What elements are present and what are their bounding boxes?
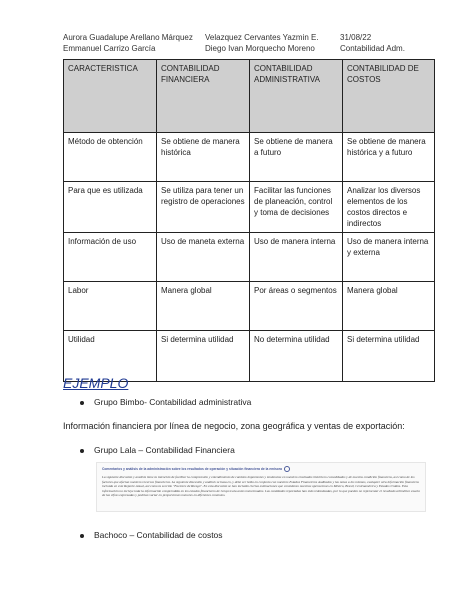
- table-cell: Labor: [64, 282, 157, 331]
- bullet-text: Bachoco – Contabilidad de costos: [94, 530, 223, 540]
- excerpt-title-row: [102, 466, 420, 472]
- table-cell: Facilitar las funciones de planeación, control y toma de decisiones: [250, 182, 343, 233]
- table-row: [64, 233, 435, 282]
- table-cell: Manera global: [157, 282, 250, 331]
- ejemplo-heading: EJEMPLO: [63, 375, 129, 391]
- bullet-item: [80, 530, 223, 541]
- table-row: [64, 182, 435, 233]
- bullet-item: [80, 397, 251, 408]
- example-paragraph: Información financiera por línea de negocio, zona geográfica y ventas de exportación:: [63, 421, 405, 431]
- header-author-1: Aurora Guadalupe Arellano Márquez: [63, 33, 193, 42]
- table-cell: Analizar los diversos elementos de los costos directos e indirectos: [343, 182, 435, 233]
- header-subject: Contabilidad Adm.: [340, 44, 405, 53]
- table-cell: Por áreas o segmentos: [250, 282, 343, 331]
- table-header-cell: CONTABILIDAD FINANCIERA: [157, 60, 250, 133]
- table-row: [64, 331, 435, 382]
- excerpt-title: Comentarios y análisis de la administración sobre los resultados de operación y situación financiera de la emisora: [102, 466, 282, 471]
- table-header-cell: CONTABILIDAD ADMINISTRATIVA: [250, 60, 343, 133]
- table-cell: Uso de maneta externa: [157, 233, 250, 282]
- table-cell: Se utiliza para tener un registro de operaciones: [157, 182, 250, 233]
- table-cell: Para que es utilizada: [64, 182, 157, 233]
- table-cell: Información de uso: [64, 233, 157, 282]
- table-row: [64, 133, 435, 182]
- bullet-dot-icon: [80, 449, 84, 453]
- table-cell: Uso de manera interna y externa: [343, 233, 435, 282]
- header-author-2: Emmanuel Carrizo García: [63, 44, 156, 53]
- table-cell: Uso de manera interna: [250, 233, 343, 282]
- table-cell: Se obtiene de manera histórica y a futuro: [343, 133, 435, 182]
- table-cell: No determina utilidad: [250, 331, 343, 382]
- bullet-text: Grupo Lala – Contabilidad Financiera: [94, 445, 235, 455]
- table-cell: Se obtiene de manera a futuro: [250, 133, 343, 182]
- table-header-row: [64, 60, 435, 133]
- report-excerpt-image: [96, 462, 426, 512]
- bullet-dot-icon: [80, 401, 84, 405]
- table-header-cell: CARACTERISTICA: [64, 60, 157, 133]
- header-authors-left: [63, 32, 193, 54]
- excerpt-body: La siguiente discusión y análisis tiene la intención de facilitar la comprensión y entendimiento de cambios importantes y tendencias en nuestros resultados históricos consolidados y de nuestra condición financiera, así como de los factores que afectan nuestros recursos financieros. La siguiente discusión y análisis se basa en, y debe ser leído en conjunto con nuestros Estados Financieros Auditados y las notas a los mismos, cualquier otra información financiera incluida en este Reporte Anual, así como la sección "Factores de Riesgo". En esta discusión se han incluido ciertas estimaciones que consideran nuestras operaciones en México, Brasil, Centroamérica y Estados Unidos. Esta información no incluye toda la información comprendida en los estados financieros de Grupo Lala antes mencionados. Las cantidades reportadas han sido redondeadas, por lo que pueden no representar el resultado aritmético exacto de las cifras expresadas y podrían variar en proporciones menores en diferentes contextos.: [102, 475, 420, 498]
- table-cell: Si determina utilidad: [157, 331, 250, 382]
- table-cell: Si determina utilidad: [343, 331, 435, 382]
- bullet-text: Grupo Bimbo- Contabilidad administrativa: [94, 397, 252, 407]
- info-icon: [284, 466, 290, 472]
- table-cell: Utilidad: [64, 331, 157, 382]
- table-header-cell: CONTABILIDAD DE COSTOS: [343, 60, 435, 133]
- header-author-3: Velazquez Cervantes Yazmin E.: [205, 33, 319, 42]
- bullet-dot-icon: [80, 534, 84, 538]
- header-author-4: Diego Ivan Morquecho Moreno: [205, 44, 315, 53]
- header-authors-right: [205, 32, 319, 54]
- table-cell: Se obtiene de manera histórica: [157, 133, 250, 182]
- table-cell: Método de obtención: [64, 133, 157, 182]
- header-date: 31/08/22: [340, 33, 372, 42]
- header-meta: [340, 32, 405, 54]
- comparison-table: [63, 59, 435, 382]
- bullet-item: [80, 445, 235, 456]
- table-cell: Manera global: [343, 282, 435, 331]
- table-row: [64, 282, 435, 331]
